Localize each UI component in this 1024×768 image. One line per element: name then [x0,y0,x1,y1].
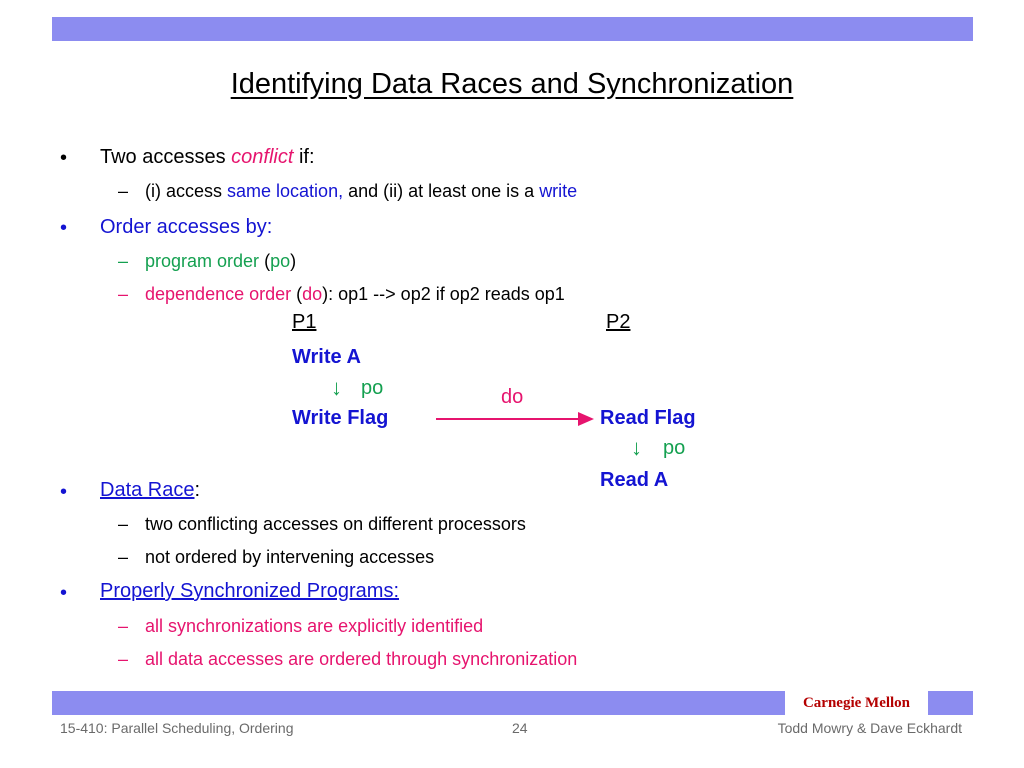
bullet-conflict [100,146,315,169]
bullet-text: Two accesses [100,146,232,168]
read-flag-op: Read Flag [600,407,696,429]
paren: ( [264,251,271,271]
dash-marker: – [118,181,129,201]
bullet-text: if: [293,146,315,168]
footer-course: 15-410: Parallel Scheduling, Ordering [60,720,294,736]
po-term: po [270,251,291,271]
sub-bullet-conflict [145,181,577,202]
colon: : [194,479,201,501]
sub-bullet-race-1: two conflicting accesses on different processors [145,514,526,534]
p2-label: P2 [606,311,631,333]
footer-authors: Todd Mowry & Dave Eckhardt [777,720,962,736]
p1-label: P1 [292,311,317,333]
sub-bullet-race-2: not ordered by intervening accesses [145,547,435,567]
down-arrow-icon: ↓ [331,375,342,400]
sub-text: ): op1 --> op2 if op2 reads op1 [322,284,565,304]
po-label-p1: po [361,377,384,399]
header-bar [52,17,973,41]
bullet-data-race [100,479,200,502]
bullet-marker: • [60,481,68,503]
write-term: write [539,181,578,201]
footer-page-number: 24 [512,720,528,736]
po-label-p2: po [663,437,686,459]
dash-marker: – [118,514,129,534]
sub-bullet-sync-1: all synchronizations are explicitly identified [145,616,484,636]
dash-marker: – [118,251,129,271]
do-arrow-icon [434,409,596,429]
paren: ( [296,284,303,304]
dash-marker: – [118,284,129,304]
bullet-marker: • [60,217,68,239]
slide-title: Identifying Data Races and Synchronization [230,68,794,100]
sub-text: and (ii) at least one is a [343,181,540,201]
dependence-order-term: dependence order [145,284,297,304]
sub-text: (i) access [145,181,228,201]
sub-bullet-dependence-order [145,284,565,305]
data-race-term: Data Race [100,479,195,501]
bullet-marker: • [60,582,68,604]
read-a-op: Read A [600,469,669,491]
bullet-order-accesses: Order accesses by: [100,216,273,238]
conflict-term: conflict [231,146,294,168]
do-term: do [302,284,323,304]
bullet-marker: • [60,147,68,169]
same-location-term: same location, [227,181,344,201]
sub-bullet-program-order [145,251,296,272]
program-order-term: program order [145,251,265,271]
dash-marker: – [118,649,129,669]
write-a-op: Write A [292,346,361,368]
sub-bullet-sync-2: all data accesses are ordered through synchronization [145,649,578,669]
write-flag-op: Write Flag [292,407,389,429]
paren: ) [290,251,297,271]
bullet-properly-synchronized: Properly Synchronized Programs: [100,580,400,602]
dash-marker: – [118,616,129,636]
dash-marker: – [118,547,129,567]
do-label: do [501,386,524,408]
down-arrow-icon: ↓ [631,435,642,460]
carnegie-mellon-logo: Carnegie Mellon [785,689,928,717]
